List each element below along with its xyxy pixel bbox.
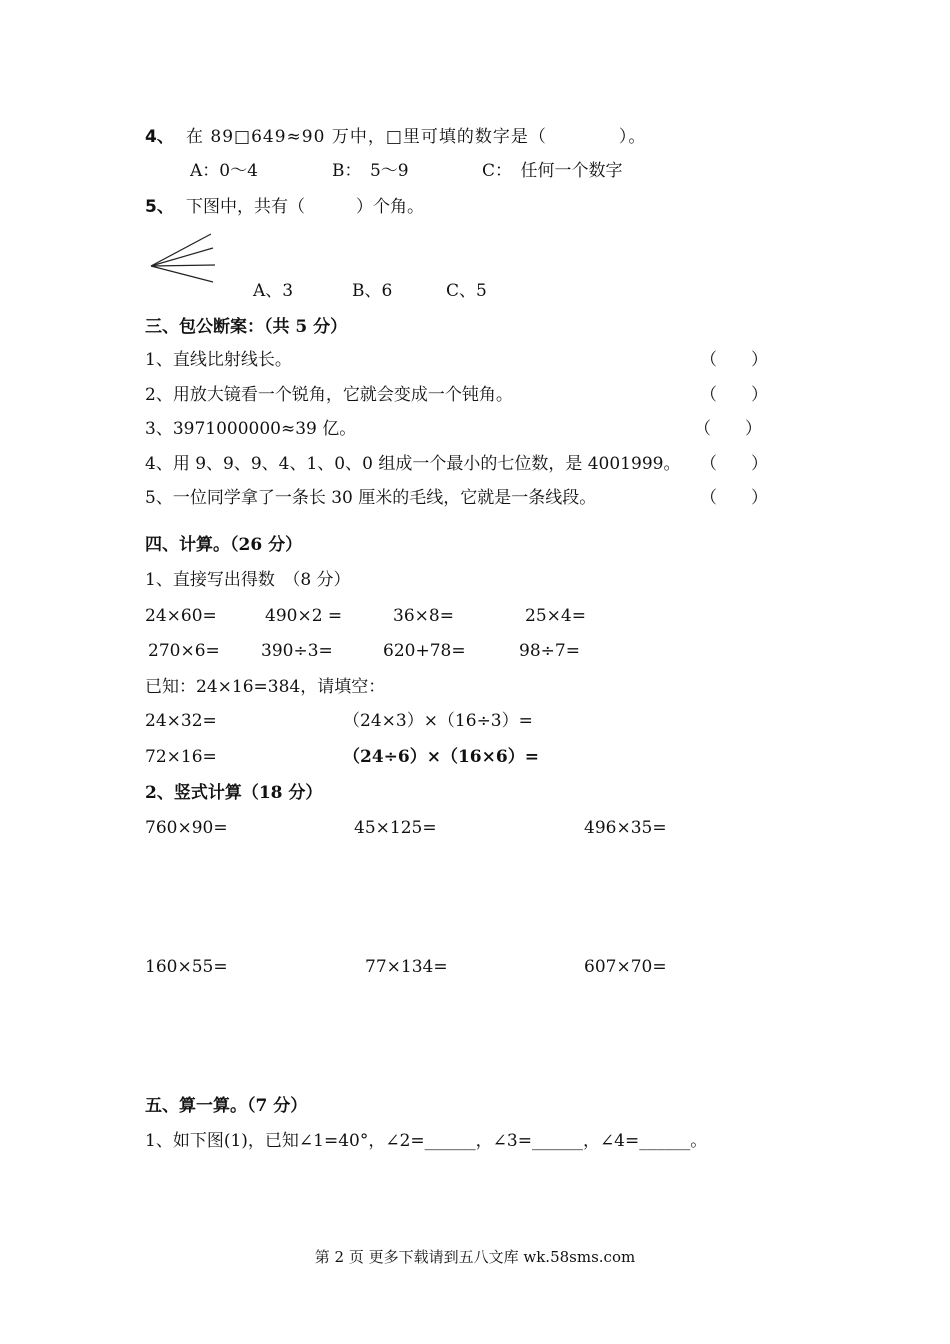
vertical-calc-item: 607×70= (584, 957, 667, 977)
page-footer: 第 2 页 更多下载请到五八文库 wk.58sms.com (314, 1248, 636, 1266)
vertical-calc-item: 760×90= (145, 818, 228, 838)
calc-item: 98÷7= (519, 641, 580, 661)
q5-option-b: B、6 (352, 281, 393, 301)
vertical-calc-item: 160×55= (145, 957, 228, 977)
calc-item: 24×60= (145, 606, 217, 626)
q4-number: 4、 (145, 127, 174, 147)
fill-item: （24×3）×（16÷3）= (343, 711, 533, 731)
judge-answer-2[interactable]: （ ） (700, 385, 768, 405)
section5-title: 五、算一算。（7 分） (145, 1096, 308, 1116)
section4-title: 四、计算。（26 分） (145, 535, 303, 555)
judge-item-3: 3、3971000000≈39 亿。 (145, 419, 357, 439)
vertical-calc-item: 45×125= (354, 818, 437, 838)
judge-item-2: 2、用放大镜看一个锐角，它就会变成一个钝角。 (145, 385, 513, 405)
q4-option-a: A：0～4 (190, 161, 258, 181)
vertical-calc-heading: 2、竖式计算（18 分） (145, 783, 323, 803)
q4-option-b: B： 5～9 (332, 161, 409, 181)
judge-answer-4[interactable]: （ ） (700, 454, 768, 474)
judge-answer-3[interactable]: （ ） (694, 419, 762, 439)
calc-item: 25×4= (525, 606, 586, 626)
angle-question: 1、如下图(1)，已知∠1=40°，∠2=______，∠3=______，∠4=______。 (145, 1131, 708, 1151)
calc-item: 36×8= (393, 606, 454, 626)
calc-item: 390÷3= (261, 641, 333, 661)
judge-item-4: 4、用 9、9、9、4、1、0、0 组成一个最小的七位数，是 4001999。 (145, 454, 681, 474)
vertical-calc-item: 77×134= (365, 957, 448, 977)
vertical-calc-item: 496×35= (584, 818, 667, 838)
calc-item: 490×2 = (265, 606, 343, 626)
q5-text: 下图中，共有（ ）个角。 (186, 197, 424, 217)
q4-option-c: C： 任何一个数字 (482, 161, 623, 181)
q5-option-c: C、5 (446, 281, 487, 301)
q5-number: 5、 (145, 197, 174, 217)
judge-answer-1[interactable]: （ ） (700, 350, 768, 370)
judge-item-1: 1、直线比射线长。 (145, 350, 292, 370)
calc-item: 620+78= (383, 641, 466, 661)
section3-title: 三、包公断案：（共 5 分） (145, 317, 348, 337)
direct-calc-heading: 1、直接写出得数 （8 分） (145, 570, 351, 590)
fill-item: （24÷6）×（16×6）= (343, 747, 539, 767)
known-condition: 已知：24×16=384，请填空： (145, 677, 386, 697)
q4-text: 在 89□649≈90 万中，□里可填的数字是（ ）。 (186, 127, 647, 147)
judge-answer-5[interactable]: （ ） (700, 488, 768, 508)
q5-option-a: A、3 (253, 281, 294, 301)
fill-item: 24×32= (145, 711, 217, 731)
judge-item-5: 5、一位同学拿了一条长 30 厘米的毛线，它就是一条线段。 (145, 488, 597, 508)
fill-item: 72×16= (145, 747, 217, 767)
angle-figure (145, 228, 225, 288)
calc-item: 270×6= (148, 641, 220, 661)
